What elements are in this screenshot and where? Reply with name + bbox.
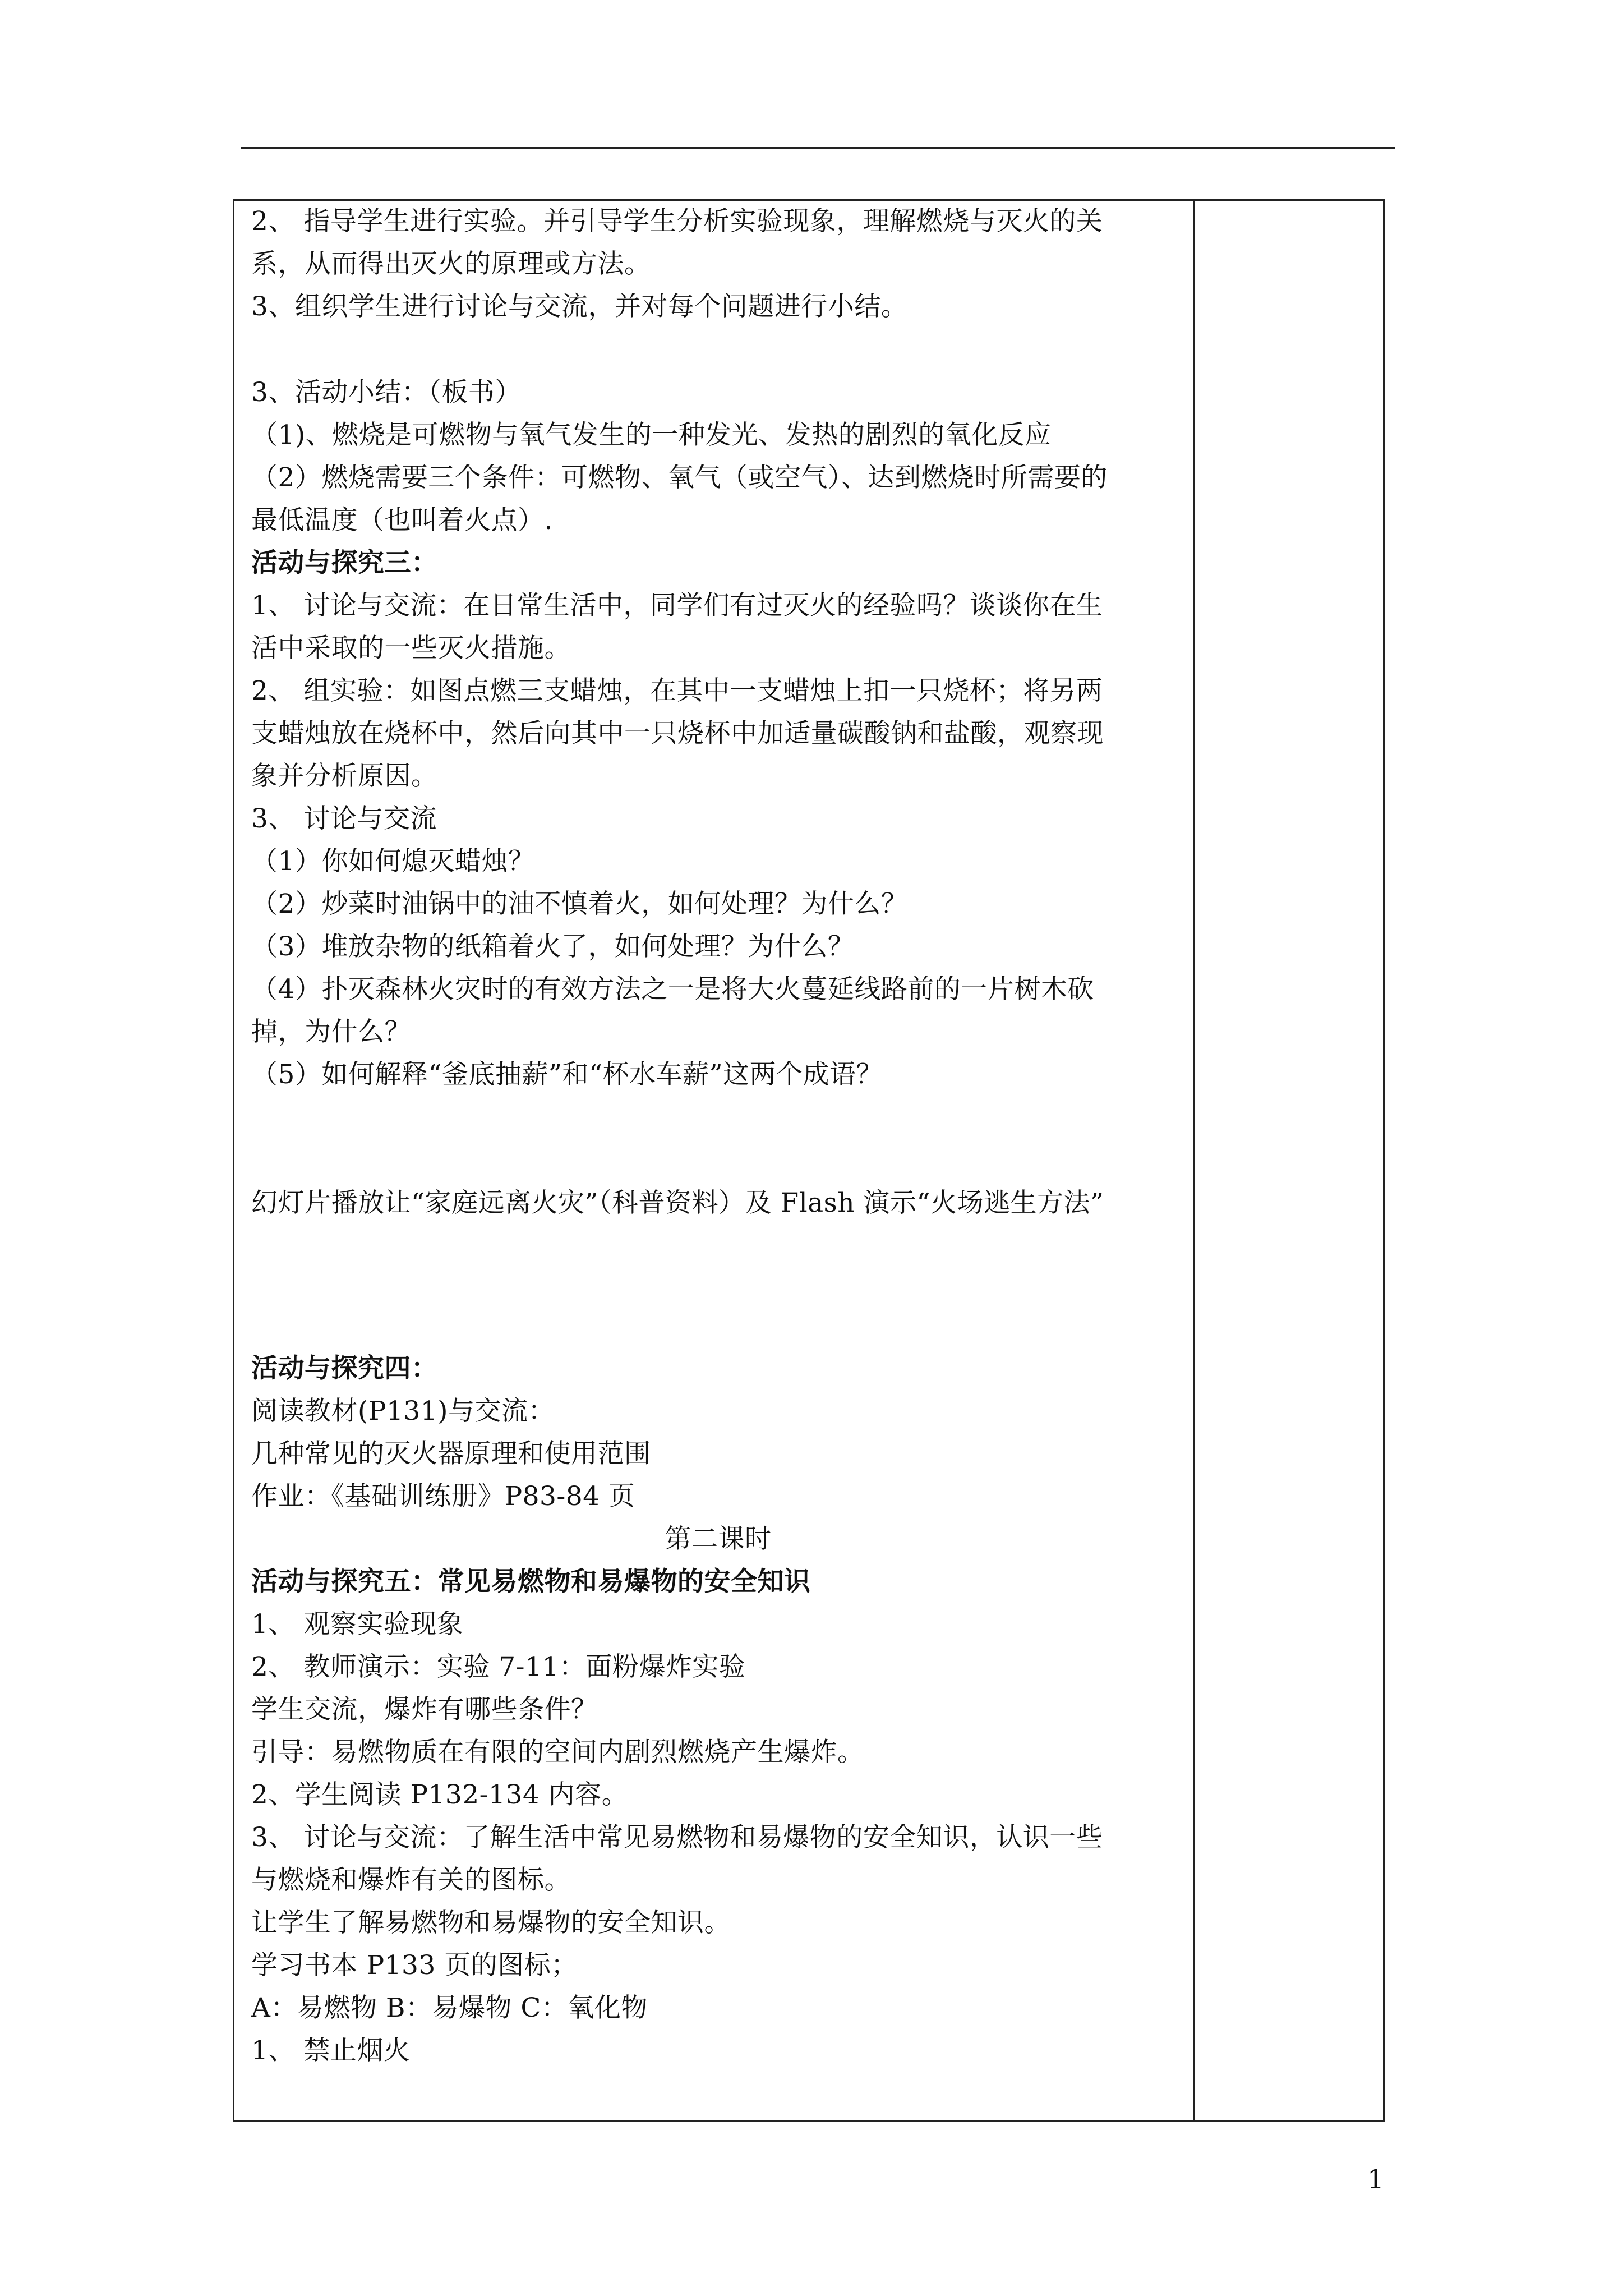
text-line: 3、组织学生进行讨论与交流，并对每个问题进行小结。 <box>251 291 908 322</box>
notes-cell <box>1195 201 1383 2120</box>
text-line: 1、 禁止烟火 <box>251 2035 411 2066</box>
text-line: 学生交流，爆炸有哪些条件？ <box>251 1694 598 1725</box>
text-line: 1、 观察实验现象 <box>251 1609 464 1640</box>
text-line: 幻灯片播放让“家庭远离火灾”（科普资料）及 Flash 演示“火场逃生方法” <box>251 1188 1104 1218</box>
text-line: （2）燃烧需要三个条件：可燃物、氧气（或空气）、达到燃烧时所需要的 <box>251 462 1108 493</box>
text-line: 2、 组实验：如图点燃三支蜡烛，在其中一支蜡烛上扣一只烧杯；将另两 <box>251 675 1103 706</box>
section-heading: 活动与探究三： <box>251 547 438 578</box>
text-line: 活中采取的一些灭火措施。 <box>251 633 571 664</box>
text-line: A：易燃物 B：易爆物 C：氧化物 <box>251 1993 648 2023</box>
text-line: 象并分析原因。 <box>251 761 438 792</box>
text-line: （3）堆放杂物的纸箱着火了，如何处理？为什么？ <box>251 931 855 962</box>
text-line: 最低温度（也叫着火点）. <box>251 505 553 536</box>
text-line: 3、活动小结：（板书） <box>251 377 522 408</box>
text-line: （5）如何解释“釜底抽薪”和“杯水车薪”这两个成语？ <box>251 1059 883 1090</box>
text-line: 2、 指导学生进行实验。并引导学生分析实验现象，理解燃烧与灭火的关 <box>251 206 1103 237</box>
text-line: 几种常见的灭火器原理和使用范围 <box>251 1438 651 1469</box>
text-line: 系，从而得出灭火的原理或方法。 <box>251 249 651 279</box>
text-line: 阅读教材(P131)与交流： <box>251 1396 555 1427</box>
text-line: 2、 教师演示：实验 7-11：面粉爆炸实验 <box>251 1651 746 1682</box>
text-line: 3、 讨论与交流：了解生活中常见易燃物和易爆物的安全知识，认识一些 <box>251 1822 1103 1853</box>
lesson-table <box>233 199 1385 2122</box>
text-line: 支蜡烛放在烧杯中，然后向其中一只烧杯中加适量碳酸钠和盐酸，观察现 <box>251 718 1104 749</box>
text-line: 学习书本 P133 页的图标； <box>251 1950 578 1981</box>
page-number: 1 <box>1367 2164 1384 2195</box>
text-line: 引导：易燃物质在有限的空间内剧烈燃烧产生爆炸。 <box>251 1737 864 1768</box>
text-line: （1)、燃烧是可燃物与氧气发生的一种发光、发热的剧烈的氧化反应 <box>251 420 1052 450</box>
text-line: 1、 讨论与交流：在日常生活中，同学们有过灭火的经验吗？谈谈你在生 <box>251 590 1103 621</box>
header-rule <box>241 147 1395 149</box>
text-line: 让学生了解易燃物和易爆物的安全知识。 <box>251 1907 731 1938</box>
text-line: 3、 讨论与交流 <box>251 803 437 834</box>
text-line: 与燃烧和爆炸有关的图标。 <box>251 1865 571 1895</box>
section-heading: 活动与探究四： <box>251 1353 438 1384</box>
section-heading: 活动与探究五：常见易燃物和易爆物的安全知识 <box>251 1566 811 1597</box>
text-line: （1）你如何熄灭蜡烛？ <box>251 846 535 877</box>
lesson-title: 第二课时 <box>665 1524 772 1554</box>
text-line: 掉，为什么？ <box>251 1016 411 1047</box>
text-line: （4）扑灭森林火灾时的有效方法之一是将大火蔓延线路前的一片树木砍 <box>251 974 1094 1005</box>
text-line: 2、学生阅读 P132-134 内容。 <box>251 1779 629 1810</box>
text-line: （2）炒菜时油锅中的油不慎着火，如何处理？为什么？ <box>251 889 908 919</box>
text-line: 作业：《基础训练册》P83-84 页 <box>251 1481 635 1512</box>
